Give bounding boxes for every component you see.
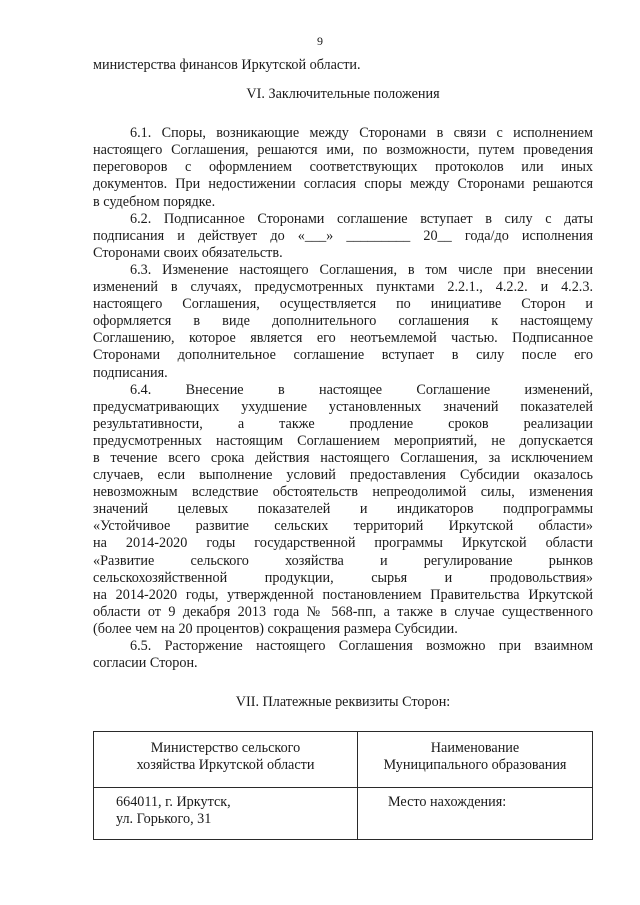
table-header-cell — [358, 732, 593, 788]
table-header-line: хозяйства Иркутской области — [136, 757, 315, 774]
text-line: в течение всего срока действия настоящего Соглашения, за исключением — [93, 449, 593, 466]
text-line: настоящего Соглашения, решаются ими, по возможности, путем проведения — [93, 142, 593, 159]
text-line: в судебном порядке. — [93, 193, 216, 210]
table-header-cell — [94, 732, 358, 788]
table-header-line: Министерство сельского — [150, 740, 301, 756]
paragraph-6-1 — [93, 125, 593, 210]
text-line: (более чем на 20 процентов) сокращения размера Субсидии. — [93, 620, 458, 637]
paragraph-6-3 — [93, 262, 593, 382]
text-line: подписания и действует до «___» _________ 20__ года/до исполнения — [93, 227, 593, 244]
text-line: Соглашению, которое является его неотъемлемой частью. Подписанное — [93, 330, 593, 347]
text-line: предусмотренных настоящим Соглашением мероприятий, не допускается — [93, 432, 593, 449]
text-line: результативности, а также продление сроков реализации — [93, 415, 593, 432]
text-line: случаев, если выполнение условий предоставления Субсидии оказалось — [93, 467, 593, 484]
payment-details-table — [93, 731, 593, 840]
section-heading-6: VI. Заключительные положения — [246, 86, 440, 103]
text-line: согласии Сторон. — [93, 655, 198, 672]
text-line: документов. При недостижении согласия споры между Сторонами решаются — [93, 176, 593, 193]
text-line: сельскохозяйственной продукции, сырья и продовольствия» — [93, 569, 593, 586]
page-number: 9 — [317, 34, 323, 48]
text-line: «Устойчивое развитие сельских территорий Иркутской области» — [93, 518, 593, 535]
text-line: на 2014-2020 годы, утвержденной постановлением Правительства Иркутской — [93, 586, 593, 603]
text-line: области от 9 декабря 2013 года № 568-пп, а также в случае существенного — [93, 603, 593, 620]
text-line: 6.4. Внесение в настоящее Соглашение изменений, — [130, 381, 593, 398]
text-line: переговоров с оформлением соответствующих протоколов или иных — [93, 159, 593, 176]
document-body — [93, 57, 593, 711]
text-line: «Развитие сельского хозяйства и регулирование рынков — [93, 552, 593, 569]
text-line: изменений в случаях, предусмотренных пунктами 2.2.1., 4.2.2. и 4.2.3. — [93, 279, 593, 296]
text-line: 6.5. Расторжение настоящего Соглашения возможно при взаимном — [130, 638, 593, 654]
text-line: Сторонами своих обязательств. — [93, 244, 283, 261]
paragraph-6-5 — [93, 638, 593, 672]
text-line: 6.1. Споры, возникающие между Сторонами в связи с исполнением — [130, 125, 593, 142]
table-row — [94, 788, 593, 840]
text-line: настоящего Соглашения, осуществляется по инициативе Сторон и — [93, 296, 593, 313]
text-line: Сторонами дополнительное соглашение вступает в силу после его — [93, 347, 593, 364]
section-heading-7: VII. Платежные реквизиты Сторон: — [235, 694, 451, 711]
table-cell-line: 664011, г. Иркутск, — [116, 794, 231, 810]
table-cell-line: ул. Горького, 31 — [116, 811, 212, 828]
table-cell-line: Место нахождения: — [388, 794, 507, 810]
text-line: предусматривающих ухудшение установленных значений показателей — [93, 398, 593, 415]
text-line: министерства финансов Иркутской области. — [93, 57, 361, 73]
table-header-row — [94, 732, 593, 788]
text-line: невозможным вследствие обстоятельств непреодолимой силы, изменения — [93, 484, 593, 501]
text-line: на 2014-2020 годы государственной программы Иркутской области — [93, 535, 593, 552]
text-line: 6.3. Изменение настоящего Соглашения, в том числе при внесении — [130, 261, 593, 278]
text-line: значений целевых показателей и индикаторов подпрограммы — [93, 501, 593, 518]
table-cell — [94, 788, 358, 840]
paragraph-6-2 — [93, 211, 593, 262]
text-line: оформляется в виде дополнительного соглашения к настоящему — [93, 313, 593, 330]
table-header-line: Муниципального образования — [383, 757, 567, 774]
paragraph-6-4 — [93, 382, 593, 638]
table-cell — [358, 788, 593, 840]
table-header-line: Наименование — [430, 740, 520, 756]
text-line: подписания. — [93, 364, 168, 381]
text-line: 6.2. Подписанное Сторонами соглашение вступает в силу с даты — [130, 210, 593, 227]
